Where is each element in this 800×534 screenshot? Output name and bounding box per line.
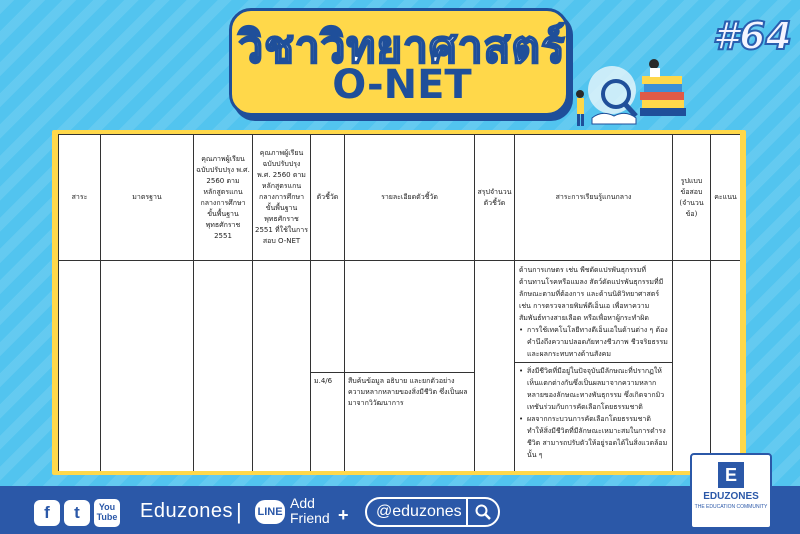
document-page [58,134,740,471]
table-cell [194,261,253,472]
header-cell: คะแนน [711,135,741,261]
table-cell [59,261,101,472]
list-item: • ผลจากกระบวนการคัดเลือกโดยธรรมชาติ ทำให้สิ่งมีชีวิตที่มีลักษณะเหมาะสมในการดำรงชีวิต สามารถปรับตัวให้อยู่รอดได้ในสิ่งแวดล้อมนั้น ๆ [519,415,668,459]
indicator-code: ม.4/6 [314,377,333,385]
books-illustration-icon [570,50,690,130]
curriculum-table [58,134,740,471]
eduzones-logo [690,453,772,529]
line-icon[interactable]: LINE [255,500,285,524]
header-cell: คุณภาพผู้เรียน ฉบับปรับปรุง พ.ศ. 2560 ตามหลักสูตรแกนกลางการศึกษาขั้นพื้นฐาน พุทธศักราช 2551 ที่ใช้ในการสอบ O-NET [253,135,311,261]
brand-name: Eduzones [140,500,233,522]
facebook-icon[interactable]: f [34,500,60,526]
core-content-cell [515,261,673,472]
youtube-label-bottom: Tube [96,512,118,522]
logo-name: EDUZONES [703,491,759,502]
table-cell [253,261,311,472]
indicator-code-cell [311,261,345,472]
logo-tagline: THE EDUCATION COMMUNITY [694,504,768,510]
add-friend-plus-icon: + [338,505,349,525]
content-bullet: สิ่งมีชีวิตที่มีอยู่ในปัจจุบันมีลักษณะที่ปรากฏให้เห็นแตกต่างกันซึ่งเป็นผลมาจากความหลากหลายของลักษณะทางพันธุกรรม ซึ่งเกิดจากมิวเทชันร่วมกับการคัดเลือกโดยธรรมชาติ [527,367,665,411]
page-subtitle: O-NET [332,62,472,108]
handle-search-box[interactable] [365,497,500,527]
header-cell: ตัวชี้วัด [311,135,345,261]
add-friend-top: Add [290,495,315,511]
table-cell [475,261,515,472]
add-friend-bottom: Friend [290,510,330,526]
twitter-icon[interactable]: t [64,500,90,526]
footer-separator: | [236,499,242,524]
header-cell: สาระ [59,135,101,261]
list-item: • สิ่งมีชีวิตที่มีอยู่ในปัจจุบันมีลักษณะที่ปรากฏให้เห็นแตกต่างกันซึ่งเป็นผลมาจากความหลากหลายของลักษณะทางพันธุกรรม ซึ่งเกิดจากมิวเทชันร่วมกับการคัดเลือกโดยธรรมชาติ [519,365,668,413]
header-cell: มาตรฐาน [101,135,194,261]
table-header-row [59,135,741,261]
youtube-label-top: You [98,502,116,512]
episode-number: #64 [712,14,792,58]
content-bullet: ผลจากกระบวนการคัดเลือกโดยธรรมชาติ ทำให้สิ่งมีชีวิตที่มีลักษณะเหมาะสมในการดำรงชีวิต สามารถปรับตัวให้อยู่รอดได้ในสิ่งแวดล้อมนั้น ๆ [527,415,668,459]
header-cell: สรุปจำนวนตัวชี้วัด [475,135,515,261]
table-cell [711,261,741,472]
search-icon[interactable] [466,499,498,525]
indicator-detail: สืบค้นข้อมูล อธิบาย และยกตัวอย่างความหลากหลายของสิ่งมีชีวิต ซึ่งเป็นผลมาจากวิวัฒนาการ [348,377,468,407]
table-cell [673,261,711,472]
table-cell [101,261,194,472]
logo-letter: E [718,462,744,488]
header-cell: รายละเอียดตัวชี้วัด [345,135,475,261]
add-friend-link[interactable] [290,496,330,526]
header-cell: สาระการเรียนรู้แกนกลาง [515,135,673,261]
page-title: วิชาวิทยาศาสตร์ [238,22,566,73]
youtube-icon[interactable] [94,499,120,527]
social-links [34,499,120,527]
header-cell: รูปแบบข้อสอบ (จำนวนข้อ) [673,135,711,261]
content-paragraph: ด้านการเกษตร เช่น พืชดัดแปรพันธุกรรมที่ต้านทานโรคหรือแมลง สัตว์ดัดแปรพันธุกรรมที่มีลักษณะตามที่ต้องการ และด้านนิติวิทยาศาสตร์ เช่น การตรวจลายพิมพ์ดีเอ็นเอ เพื่อหาความสัมพันธ์ทางสายเลือด หรือเพื่อหาผู้กระทำผิด [519,266,664,322]
header-cell: คุณภาพผู้เรียน ฉบับปรับปรุง พ.ศ. 2560 ตามหลักสูตรแกนกลางการศึกษาขั้นพื้นฐาน พุทธศักราช 2551 [194,135,253,261]
table-row [59,261,741,472]
indicator-detail-cell [345,261,475,472]
content-bullet: การใช้เทคโนโลยีทางดีเอ็นเอในด้านต่าง ๆ ต้องคำนึงถึงความปลอดภัยทางชีวภาพ ชีวจริยธรรม และผลกระทบทางด้านสังคม [527,326,668,358]
list-item: • การใช้เทคโนโลยีทางดีเอ็นเอในด้านต่าง ๆ ต้องคำนึงถึงความปลอดภัยทางชีวภาพ ชีวจริยธรรม และผลกระทบทางด้านสังคม [519,326,668,358]
row-divider [515,362,672,363]
handle-text: @eduzones [376,503,462,520]
